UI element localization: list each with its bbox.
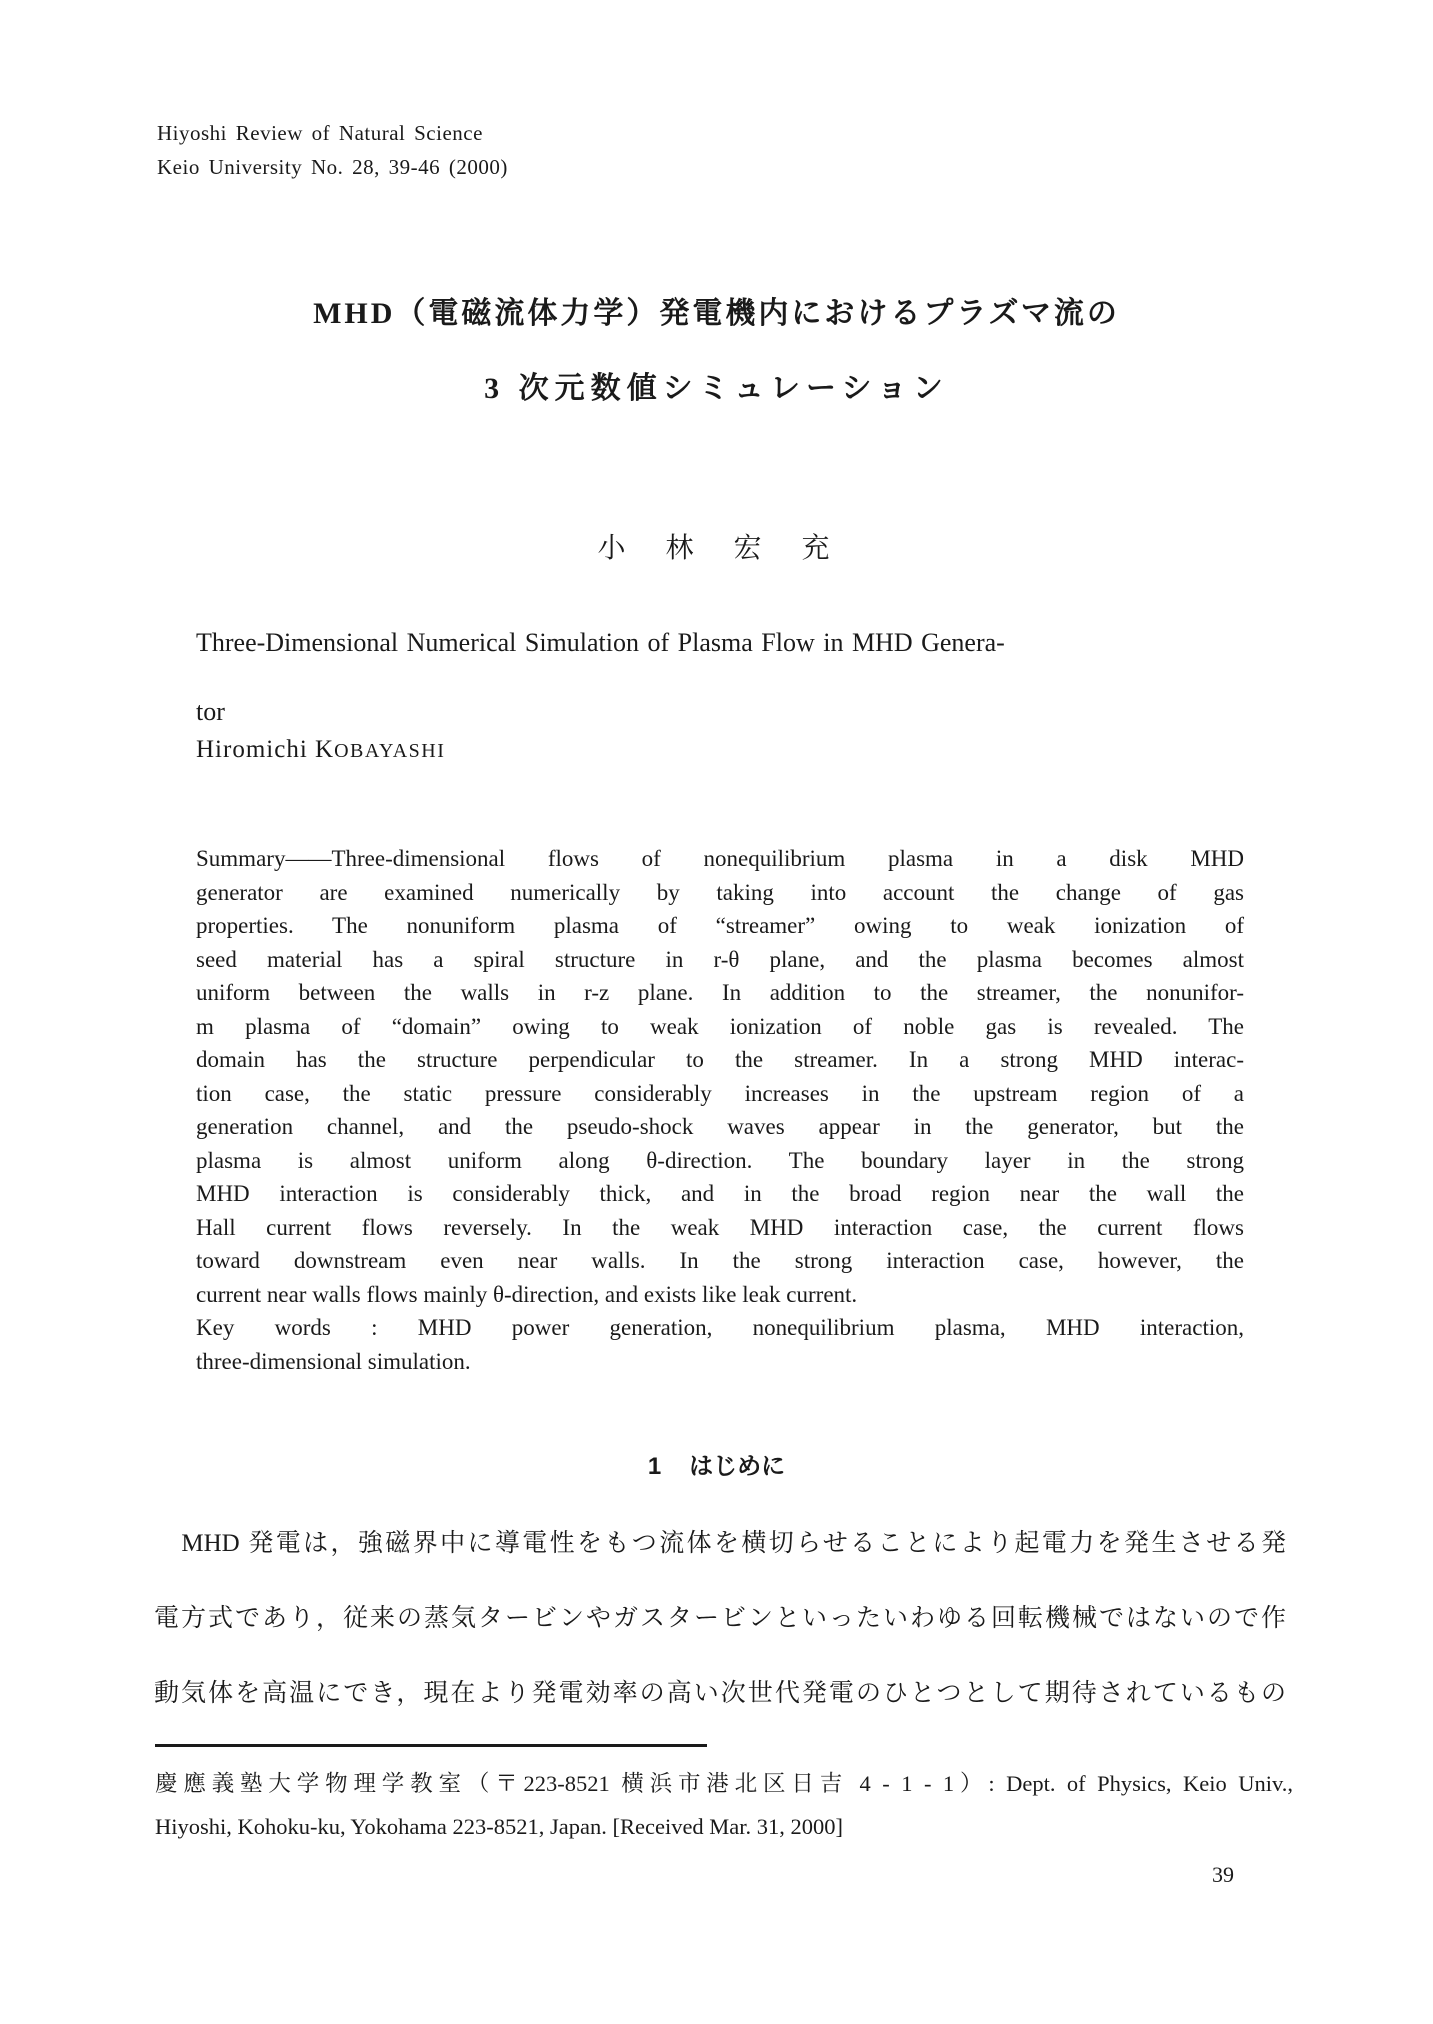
summary-line: Hall current flows reversely. In the weak MHD interaction case, the current flows	[196, 1214, 1244, 1240]
summary-line: MHD interaction is considerably thick, and in the broad region near the wall the	[196, 1181, 1244, 1206]
summary-line: seed material has a spiral structure in r-θ plane, and the plasma becomes almost	[196, 946, 1244, 972]
footnote-line: 慶應義塾大学物理学教室（〒223-8521 横浜市港北区日吉 4 - 1 - 1）: Dept. of Physics, Keio Univ.,	[155, 1771, 1293, 1796]
section-1-number: 1	[647, 1453, 662, 1480]
journal-name: Hiyoshi Review of Natural Science	[157, 121, 483, 145]
summary-line: uniform between the walls in r-z plane. In addition to the streamer, the nonunifor-	[196, 980, 1244, 1005]
author-name-en	[196, 736, 445, 764]
footnote-divider	[155, 1744, 707, 1747]
paper-title-ja-line2: 3 次元数値シミュレーション	[484, 372, 949, 405]
author-name-en-smallcaps: OBAYASHI	[334, 740, 446, 762]
introduction-body	[154, 1506, 1286, 1731]
summary-line: Key words : MHD power generation, nonequilibrium plasma, MHD interaction,	[196, 1315, 1244, 1340]
body-line: 電方式であり，従来の蒸気タービンやガスタービンといったいわゆる回転機械ではないので作	[154, 1605, 1286, 1632]
summary-line: toward downstream even near walls. In the strong interaction case, however, the	[196, 1248, 1244, 1273]
abstract-summary	[196, 842, 1244, 1378]
summary-line: m plasma of “domain” owing to weak ionization of noble gas is revealed. The	[196, 1013, 1244, 1039]
author-name-ja: 小 林 宏 充	[597, 533, 836, 564]
affiliation-footnote	[155, 1762, 1293, 1848]
summary-line: domain has the structure perpendicular to the streamer. In a strong MHD interac-	[196, 1047, 1244, 1072]
section-1-title: はじめに	[689, 1453, 786, 1480]
summary-line: generation channel, and the pseudo-shock waves appear in the generator, but the	[196, 1114, 1244, 1139]
section-1-heading	[0, 1446, 1433, 1481]
summary-line: generator are examined numerically by taking into account the change of gas	[196, 879, 1244, 905]
summary-line: properties. The nonuniform plasma of “streamer” owing to weak ionization of	[196, 913, 1244, 938]
paper-title-en	[196, 608, 1251, 746]
summary-line: three-dimensional simulation.	[196, 1348, 471, 1374]
journal-issue: Keio University No. 28, 39-46 (2000)	[157, 155, 508, 179]
summary-line: tion case, the static pressure considerably increases in the upstream region of a	[196, 1080, 1244, 1106]
summary-line: plasma is almost uniform along θ-direction. The boundary layer in the strong	[196, 1147, 1244, 1173]
title-en-line: Three-Dimensional Numerical Simulation of Plasma Flow in MHD Genera-	[196, 628, 1005, 657]
title-en-line: tor	[196, 697, 225, 726]
page-number: 39	[1212, 1862, 1234, 1887]
footnote-line: Hiyoshi, Kohoku-ku, Yokohama 223-8521, Japan. [Received Mar. 31, 2000]	[155, 1814, 844, 1839]
summary-line: Summary——Three-dimensional flows of nonequilibrium plasma in a disk MHD	[196, 846, 1244, 871]
paper-title-ja-line1: MHD（電磁流体力学）発電機内におけるプラズマ流の	[313, 297, 1120, 330]
body-line: MHD 発電は，強磁界中に導電性をもつ流体を横切らせることにより起電力を発生させる発	[154, 1530, 1286, 1557]
body-line: 動気体を高温にでき，現在より発電効率の高い次世代発電のひとつとして期待されているもの	[154, 1680, 1286, 1707]
journal-header	[157, 116, 508, 184]
summary-line: current near walls flows mainly θ-direction, and exists like leak current.	[196, 1281, 858, 1307]
author-name-en-prefix: Hiromichi K	[196, 736, 335, 763]
